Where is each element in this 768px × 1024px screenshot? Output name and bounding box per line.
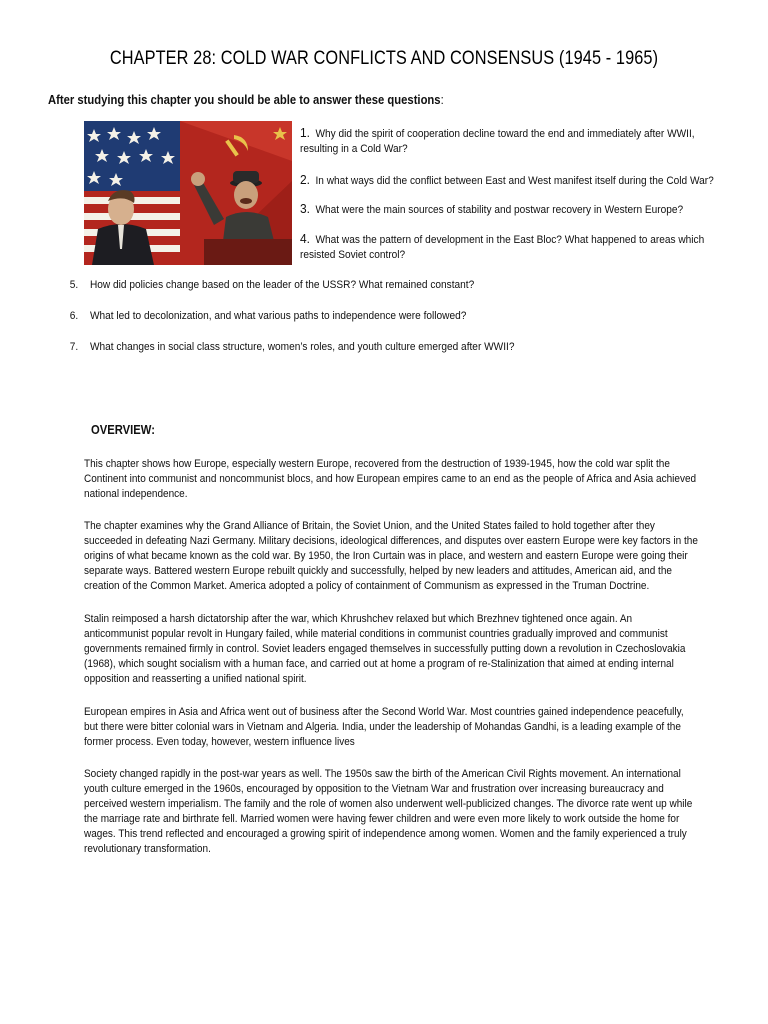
question-text: What led to decolonization, and what various paths to independence were followed? (90, 310, 467, 322)
question-item (300, 202, 719, 218)
question-number: 5. (69, 279, 79, 291)
poster-illustration (84, 121, 292, 265)
overview-paragraph: Society changed rapidly in the post-war years as well. The 1950s saw the birth of the American Civil Rights movement. An international youth culture emerged in the 1960s, encouraged by opposition to the Vietnam War and frustration over increasing bureaucracy and perceived western imperialism. The family and the role of women also underwent well-publicized changes. The divorce rate went up while the marriage rate and birthrate fell. Married women were having fewer children and were even more likely to work outside the home for wages. This trend reflected and encouraged a growing spirit of independence among women. Women and the family experienced a truly revolutionary transformation. (84, 768, 693, 855)
question-number: 2. (300, 172, 310, 187)
question-number: 4. (300, 231, 310, 246)
question-text: What changes in social class structure, women’s roles, and youth culture emerged after WWII? (90, 341, 515, 353)
chapter-title: CHAPTER 28: COLD WAR CONFLICTS AND CONSENSUS (1945 - 1965) (109, 48, 659, 69)
overview-paragraph: European empires in Asia and Africa went out of business after the Second World War. Most countries gained independence peacefully, but there were bitter colonial wars in Vietnam and Algeria. India, under the leadership of Mohandas Gandhi, is a leading example of the former process. Even today, however, western influence lives (84, 706, 684, 748)
intro-colon: : (440, 93, 444, 107)
question-item (69, 309, 679, 324)
overview-paragraph: Stalin reimposed a harsh dictatorship after the war, which Khrushchev relaxed but which Brezhnev tightened once again. An anticommunist popular revolt in Hungary failed, while material conditions in communist countries gradually improved and communist governments remained firmly in control. Soviet leaders engaged themselves in successfully putting down a revolution in Czechoslovakia (1968), which sought socialism with a human face, and carried out at home a program of re-Stalinization that aimed at ending internal opposition and reasserting a unified national spirit. (84, 613, 686, 685)
question-text: In what ways did the conflict between East and West manifest itself during the Cold War? (315, 175, 714, 187)
cold-war-poster-image (84, 121, 292, 265)
question-item (69, 340, 679, 355)
question-text: What were the main sources of stability and postwar recovery in Western Europe? (315, 204, 684, 216)
question-item (300, 173, 719, 189)
question-number: 6. (69, 310, 79, 322)
question-text: What was the pattern of development in the East Bloc? What happened to areas which resisted Soviet control? (300, 234, 705, 261)
overview-paragraph: The chapter examines why the Grand Alliance of Britain, the Soviet Union, and the United States failed to hold together after they succeeded in defeating Nazi Germany. Military decisions, ideological differences, and disputes over eastern Europe were key factors in the origins of what became known as the cold war. By 1950, the Iron Curtain was in place, and western and eastern Europe were going their separate ways. Battered western Europe rebuilt quickly and successfully, helped by new leaders and attitudes, American aid, and the creation of the Common Market. America adopted a policy of containment of Communism as expressed in the Truman Doctrine. (84, 520, 698, 592)
overview-heading: OVERVIEW: (91, 423, 155, 437)
question-item (69, 278, 679, 293)
question-number: 7. (69, 341, 79, 353)
question-item (300, 232, 719, 262)
intro-line (48, 93, 444, 107)
question-number: 1. (300, 125, 310, 140)
question-text: Why did the spirit of cooperation decline toward the end and immediately after WWII, resulting in a Cold War? (300, 128, 695, 155)
question-text: How did policies change based on the leader of the USSR? What remained constant? (90, 279, 475, 291)
question-number: 3. (300, 201, 310, 216)
question-item (300, 126, 719, 156)
overview-paragraph: This chapter shows how Europe, especially western Europe, recovered from the destruction of 1939-1945, how the cold war split the Continent into communist and noncommunist blocs, and how European empires came to an end as the people of Africa and Asia achieved national independence. (84, 458, 697, 500)
intro-text: After studying this chapter you should be able to answer these questions (48, 93, 441, 107)
